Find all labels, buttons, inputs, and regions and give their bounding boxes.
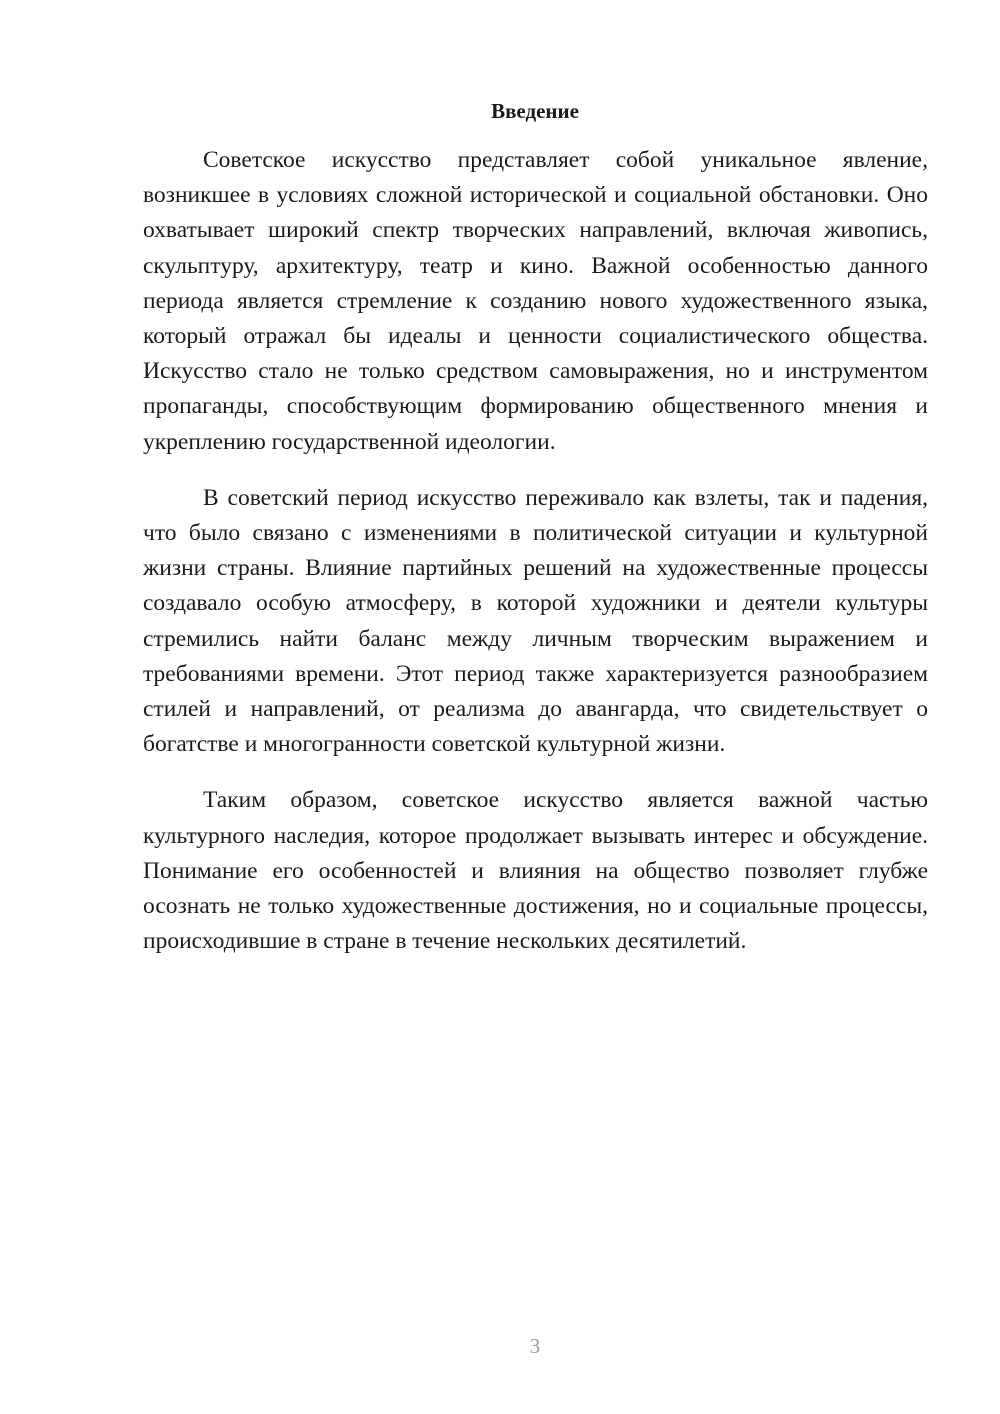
body-text bbox=[143, 143, 928, 980]
paragraph-2: В советский период искусство переживало как взлеты, так и падения, что было связано с изменениями в политической ситуации и культурной жизни страны. Влияние партийных решений на художественные процессы создавало особую атмосферу, в которой художники и деятели культуры стремились найти баланс между личным творческим выражением и требованиями времени. Этот период также характеризуется разнообразием стилей и направлений, от реализма до авангарда, что свидетельствует о богатстве и многогранности советской культурной жизни. bbox=[143, 484, 928, 758]
paragraph-3: Таким образом, советское искусство является важной частью культурного наследия, которое продолжает вызывать интерес и обсуждение. Понимание его особенностей и влияния на общество позволяет глубже осознать не только художественные достижения, но и социальные процессы, происходившие в стране в течение нескольких десятилетий. bbox=[143, 787, 928, 955]
page-number: 3 bbox=[529, 1334, 541, 1358]
paragraph-1: Советское искусство представляет собой уникальное явление, возникшее в условиях сложной исторической и социальной обстановки. Оно охватывает широкий спектр творческих направлений, включая живопись, скульптуру, архитектуру, театр и кино. Важной особенностью данного периода является стремление к созданию нового художественного языка, который отражал бы идеалы и ценности социалистического общества. Искусство стало не только средством самовыражения, но и инструментом пропаганды, способствующим формированию общественного мнения и укреплению государственной идеологии. bbox=[143, 147, 928, 455]
section-title: Введение bbox=[491, 99, 579, 123]
